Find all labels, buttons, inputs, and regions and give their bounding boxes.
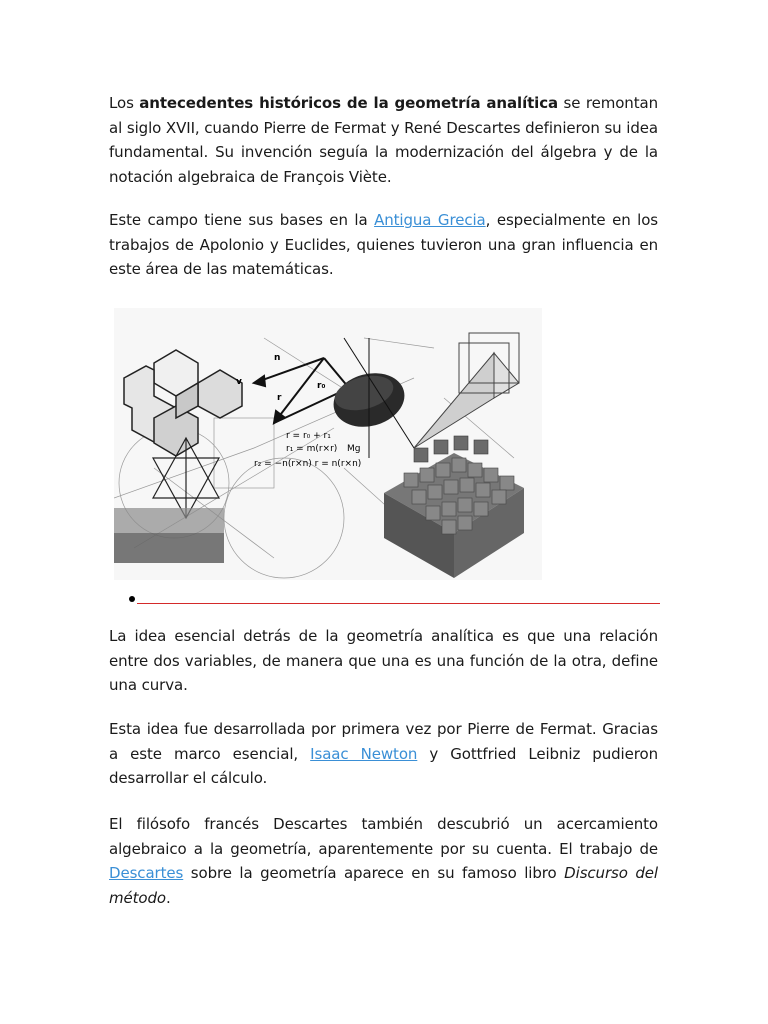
text-run: Los [109, 94, 140, 112]
voxel-cube-stack-icon [384, 436, 524, 578]
collage-svg [114, 308, 542, 580]
label-n: n [274, 353, 281, 363]
label-mg: Mg [347, 444, 361, 454]
text-run: Este campo tiene sus bases en la [109, 211, 375, 229]
text-run: El filósofo francés Descartes también descubrió un acercamiento algebraico a la geometría, aparentemente por su cuenta. El trabajo de [109, 815, 658, 858]
label-v: v [236, 377, 242, 387]
equation-3: r₂ = −n(r×n) r = n(r×n) [254, 459, 362, 469]
text-run: se remontan al siglo XVII, cuando Pierre de Fermat y René Descartes definieron su idea fundamental. Su invención seguía la modernización del álgebra y de la notación algebraica de François Viète. [109, 94, 658, 186]
cross-block-icon [124, 350, 242, 456]
link-antigua-grecia[interactable]: Antigua Grecia [374, 211, 486, 229]
text-run: y Gottfried Leibniz pudieron desarrollar el cálculo. [109, 744, 658, 787]
link-isaac-newton[interactable]: Isaac Newton [310, 744, 418, 763]
text-run: , especialmente en los trabajos de Apolonio y Euclides, quienes tuvieron una gran influencia en este área de las matemáticas. [109, 211, 658, 278]
cone-ellipse-icon [327, 338, 414, 458]
equation-1: r = r₀ + r₁ [286, 431, 331, 441]
vector-arrows-icon [254, 358, 349, 423]
bold-phrase: antecedentes históricos de la geometría analítica [139, 94, 559, 112]
paragraph-intro [109, 91, 658, 189]
text-run: . [166, 888, 171, 907]
label-r: r [277, 393, 282, 403]
link-descartes[interactable]: Descartes [109, 864, 184, 882]
text-run: La idea esencial detrás de la geometría analítica es que una relación entre dos variables, de manera que una es una función de la otra, define una curva. [109, 627, 658, 694]
paragraph-descartes [109, 812, 658, 910]
light-cone-icon [414, 333, 519, 448]
text-run: Esta idea fue desarrollada por primera vez por Pierre de Fermat. Gracias a este marco esencial, [109, 720, 658, 763]
bullet-dot [129, 596, 135, 602]
book-title: Discurso del método [109, 864, 658, 907]
paragraph-greece [109, 208, 658, 282]
label-r0: r₀ [317, 381, 326, 391]
equation-2: r₁ = m(r×r) [286, 444, 338, 454]
truss-icon [153, 438, 219, 518]
geometry-collage-image [114, 308, 542, 580]
paragraph-idea [109, 624, 658, 698]
horizontal-rule [137, 603, 660, 604]
paragraph-fermat [109, 717, 658, 791]
text-run: sobre la geometría aparece en su famoso libro [183, 864, 565, 882]
